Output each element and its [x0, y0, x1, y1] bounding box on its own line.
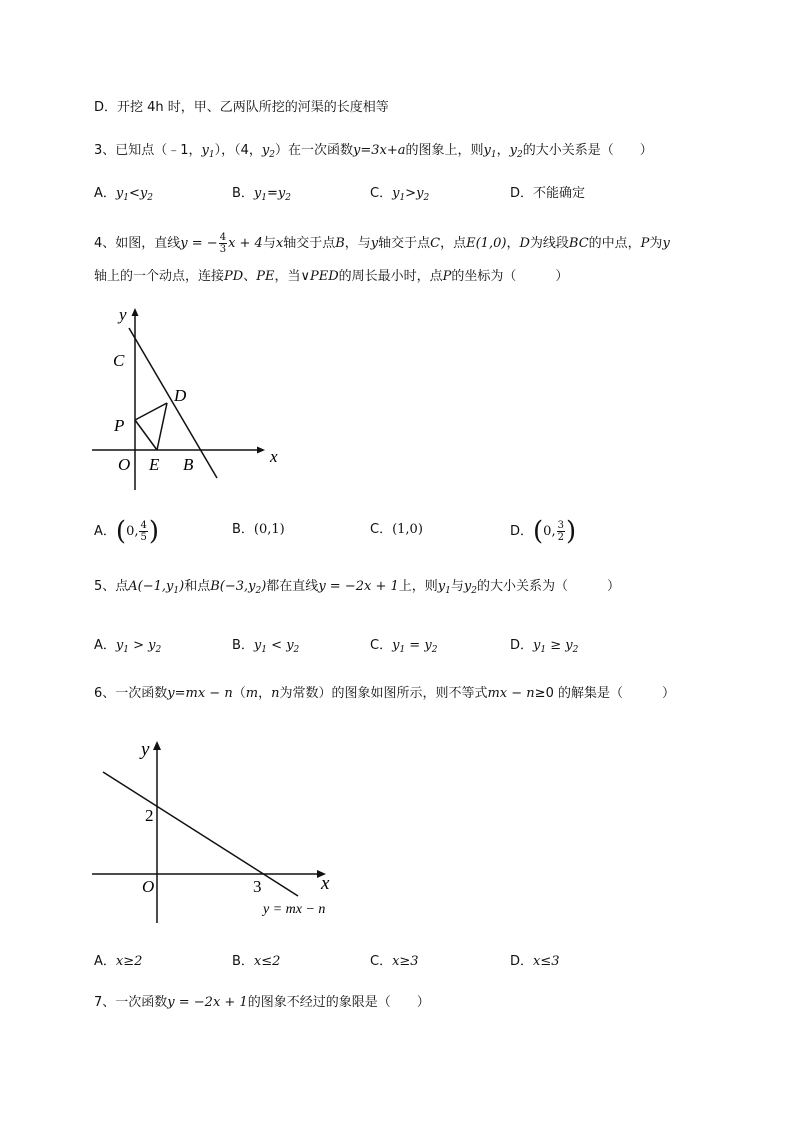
q6-option-b[interactable]: B．x≤2 [232, 954, 281, 969]
q3-option-b[interactable]: B．$y_1=y_2$ [232, 186, 292, 203]
q4-x-axis-arrow [257, 447, 265, 454]
q3-option-a[interactable]: A．$y_1<y_2$ [94, 186, 153, 203]
q4-option-a[interactable]: A．(0, $\frac{4}{5}$ ) [94, 516, 159, 547]
q5-option-c[interactable]: C．$y_1 = y_2$ [370, 638, 438, 655]
q4-label-y: y [119, 305, 127, 324]
q2-option-d: D．开挖 4h 时，甲、乙两队所挖的河渠的长度相等 [94, 100, 389, 115]
q6-label-o: O [142, 877, 155, 896]
q6-option-c[interactable]: C．x≥3 [370, 954, 419, 969]
q4-option-d[interactable]: D．(0, $\frac{3}{2}$ ) [510, 516, 577, 547]
q5-option-d[interactable]: D．$y_1 \ge y_2$ [510, 638, 579, 655]
q6-label-2: 2 [145, 806, 154, 825]
q4-segment-ed [157, 403, 167, 450]
q6-figure [88, 735, 348, 925]
q3-stem: 3、已知点（﹣1，$y_1$），（4，$y_2$）在一次函数y=3x+a的图象上，则$y_1$，$y_2$的大小关系是（ ） [94, 143, 653, 160]
q4-label-e: E [149, 455, 160, 474]
q6-option-a[interactable]: A．x≥2 [94, 954, 143, 969]
q6-function-line [103, 772, 298, 896]
q4-stem-line2: 轴上的一个动点，连接PD、PE，当∨PED的周长最小时，点P的坐标为（ ） [94, 269, 569, 284]
q4-stem-line1: 4、如图，直线y = − $\frac{4}{3}$ x + 4与x轴交于点B，与y轴交于点C，点E(1,0)，D为线段BC的中点，P为y [94, 232, 670, 255]
q4-label-c: C [113, 351, 125, 370]
q4-line-bc [129, 328, 217, 478]
q6-label-equation: y = mx − n [263, 902, 326, 917]
q4-label-d: D [174, 386, 187, 405]
q4-label-o: O [118, 455, 131, 474]
q4-label-b: B [183, 455, 194, 474]
q5-stem: 5、点$A(-1,y_1)$和点$B(-3,y_2)$都在直线y = −2x + 1上，则$y_1$与$y_2$的大小关系为（ ） [94, 579, 620, 596]
q4-y-axis-arrow [132, 308, 139, 316]
q3-option-d[interactable]: D．不能确定 [510, 186, 586, 201]
q4-option-b[interactable]: B．(0,1) [232, 522, 285, 537]
q6-stem: 6、一次函数y=mx − n（m，n为常数）的图象如图所示，则不等式mx − n≥0 的解集是（ ） [94, 686, 675, 701]
q5-option-a[interactable]: A．$y_1 > y_2$ [94, 638, 162, 655]
q4-segment-pd [135, 403, 167, 420]
q4-fraction: $\frac{4}{3}$ [219, 232, 227, 255]
q6-y-axis-arrow [153, 741, 161, 750]
q4-option-c[interactable]: C．(1,0) [370, 522, 423, 537]
q5-option-b[interactable]: B．$y_1 < y_2$ [232, 638, 300, 655]
q4-label-x: x [270, 447, 278, 466]
q6-label-3: 3 [253, 877, 262, 896]
q4-figure [90, 300, 290, 500]
q4-segment-pe [135, 420, 157, 450]
q3-option-c[interactable]: C．$y_1>y_2$ [370, 186, 430, 203]
q6-option-d[interactable]: D．x≤3 [510, 954, 560, 969]
q4-label-p: P [114, 416, 125, 435]
q6-label-x: x [321, 873, 330, 894]
q6-label-y: y [141, 739, 150, 760]
q7-stem: 7、一次函数y = −2x + 1的图象不经过的象限是（ ） [94, 995, 430, 1010]
